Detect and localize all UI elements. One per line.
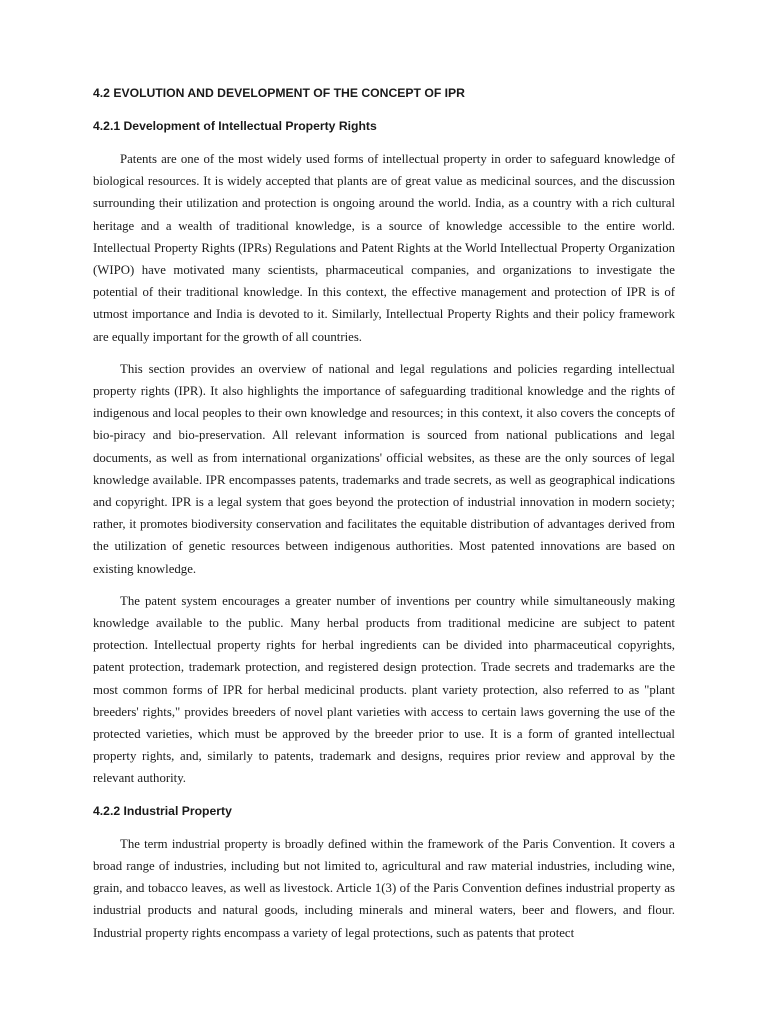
section-heading: 4.2 EVOLUTION AND DEVELOPMENT OF THE CONCEPT OF IPR bbox=[93, 86, 465, 100]
body-paragraph: This section provides an overview of national and legal regulations and policies regarding intellectual property rights (IPR). It also highlights the importance of safeguarding traditional knowledge and the rights of indigenous and local peoples to their own knowledge and resources; in this context, it also covers the concepts of bio-piracy and bio-preservation. All relevant information is sourced from national publications and legal documents, as well as from international organizations' official websites, as these are the only sources of legal knowledge available. IPR encompasses patents, trademarks and trade secrets, as well as geographical indications and copyright. IPR is a legal system that goes beyond the protection of industrial innovation in modern society; rather, it promotes biodiversity conservation and facilitates the equitable distribution of advantages derived from the utilization of genetic resources between indigenous authorities. Most patented innovations are based on existing knowledge. bbox=[93, 361, 675, 576]
subsection-heading-ipr-development: 4.2.1 Development of Intellectual Property Rights bbox=[93, 119, 377, 133]
body-paragraph: The patent system encourages a greater number of inventions per country while simultaneously making knowledge available to the public. Many herbal products from traditional medicine are subject to patent protection. Intellectual property rights for herbal ingredients can be divided into pharmaceutical copyrights, patent protection, trademark protection, and registered design protection. Trade secrets and trademarks are the most common forms of IPR for herbal medicinal products. plant variety protection, also referred to as "plant breeders' rights," provides breeders of novel plant varieties with access to certain laws governing the use of the protected varieties, which must be approved by the breeder prior to use. It is a form of granted intellectual property rights, and, similarly to patents, trademark and designs, requires prior review and approval by the relevant authority. bbox=[93, 593, 675, 786]
body-paragraph: Patents are one of the most widely used forms of intellectual property in order to safeguard knowledge of biological resources. It is widely accepted that plants are of great value as medicinal sources, and the discussion surrounding their utilization and protection is ongoing around the world. India, as a country with a rich cultural heritage and a wealth of traditional knowledge, is a source of knowledge accessible to the entire world. Intellectual Property Rights (IPRs) Regulations and Patent Rights at the World Intellectual Property Organization (WIPO) have motivated many scientists, pharmaceutical companies, and organizations to investigate the potential of their traditional knowledge. In this context, the effective management and protection of IPR is of utmost importance and India is devoted to it. Similarly, Intellectual Property Rights and their policy framework are equally important for the growth of all countries. bbox=[93, 152, 675, 344]
body-paragraph: The term industrial property is broadly defined within the framework of the Paris Convention. It covers a broad range of industries, including but not limited to, agricultural and raw material industries, including wine, grain, and tobacco leaves, as well as livestock. Article 1(3) of the Paris Convention defines industrial property as industrial products and natural goods, including minerals and mineral waters, beer and flowers, and flour. Industrial property rights encompass a variety of legal protections, such as patents that protect bbox=[93, 836, 675, 940]
subsection-heading-industrial-property: 4.2.2 Industrial Property bbox=[93, 803, 232, 818]
